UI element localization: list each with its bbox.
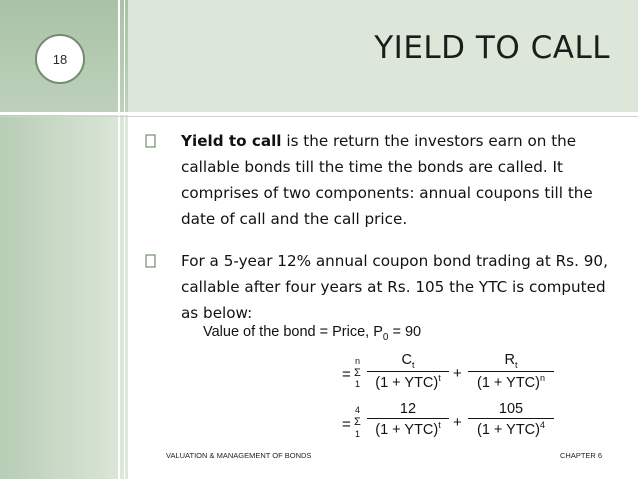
title-separator-shadow <box>0 116 638 117</box>
divider-line-thin <box>124 0 125 479</box>
fraction-coupon <box>367 352 449 391</box>
bullet-body-1: is the return the investors earn on the callable bonds till the time the bonds are called. It comprises of two components: annual coupons till the date of call and the call price. <box>181 132 593 228</box>
sigma-icon: Σ <box>354 416 361 428</box>
numerator <box>468 352 554 372</box>
fraction-redemption <box>468 352 554 391</box>
bullet-text-2: For a 5-year 12% annual coupon bond trading at Rs. 90, callable after four years at Rs. 105 the YTC is computed as below: <box>181 252 608 322</box>
bullet-item-2 <box>145 248 615 326</box>
sigma-lower: 1 <box>355 429 361 439</box>
denominator-text: (1 + YTC) <box>375 421 439 438</box>
slide-title: YIELD TO CALL <box>374 30 610 66</box>
fraction-coupon-value <box>367 401 449 438</box>
square-bullet-icon <box>145 254 157 268</box>
denominator-sup: t <box>438 372 441 383</box>
sigma-upper: 4 <box>355 405 361 415</box>
denominator-sup: 4 <box>539 420 545 430</box>
numerator: 12 <box>367 401 449 419</box>
plus-sign: + <box>453 414 462 431</box>
denominator <box>468 419 554 438</box>
denominator-sup: t <box>438 420 441 430</box>
slide-number: 18 <box>52 51 68 67</box>
denominator <box>468 372 554 391</box>
sigma-upper: n <box>355 356 361 366</box>
equals-sign: = <box>342 416 351 433</box>
bullet-item-1 <box>145 128 615 232</box>
numerator-text: R <box>504 352 515 368</box>
formula-prefix: Value of the bond = Price, P <box>203 324 383 340</box>
formula-sub: 0 <box>382 331 389 343</box>
plus-sign: + <box>453 365 462 382</box>
numerator-text: C <box>401 352 412 368</box>
numerator-sub: t <box>411 359 415 370</box>
bullet-text-1 <box>181 128 615 232</box>
numerator <box>367 352 449 372</box>
footer-left: VALUATION & MANAGEMENT OF BONDS <box>166 451 312 460</box>
footer-right: CHAPTER 6 <box>560 451 603 460</box>
fraction-call-price <box>468 401 554 438</box>
denominator-sup: n <box>539 372 545 383</box>
denominator <box>367 419 449 438</box>
sigma-lower: 1 <box>355 379 361 389</box>
numerator-sub: t <box>514 359 518 370</box>
sigma-icon: Σ <box>354 367 361 379</box>
equals-sign: = <box>342 366 351 383</box>
bullet-bold-lead: Yield to call <box>181 132 282 150</box>
denominator <box>367 372 449 391</box>
title-separator <box>0 112 638 115</box>
formula-suffix: = 90 <box>388 324 422 340</box>
slide-number-badge <box>35 34 85 84</box>
denominator-text: (1 + YTC) <box>477 374 540 391</box>
square-bullet-icon <box>145 134 157 148</box>
denominator-text: (1 + YTC) <box>477 421 540 438</box>
denominator-text: (1 + YTC) <box>375 374 439 391</box>
numerator: 105 <box>468 401 554 419</box>
formula-value-line <box>203 324 421 343</box>
divider-line <box>118 0 120 479</box>
